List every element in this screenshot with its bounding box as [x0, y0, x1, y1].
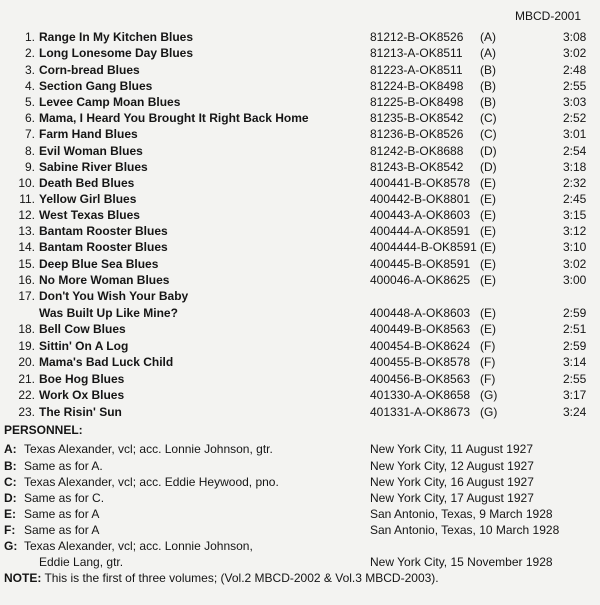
track-row: [0, 371, 600, 387]
track-session: (E): [480, 224, 496, 238]
session-lineup: Same as for C.: [24, 491, 105, 505]
track-title: Bell Cow Blues: [39, 322, 126, 336]
session-letter: B:: [4, 459, 17, 473]
track-time: 2:51: [563, 322, 587, 336]
track-number: 2.: [24, 46, 35, 60]
track-time: 3:18: [563, 160, 587, 174]
track-matrix: 400455-B-OK8578: [370, 355, 471, 369]
track-matrix: 400443-A-OK8603: [370, 208, 471, 222]
track-row: [0, 404, 600, 420]
track-session: (D): [480, 160, 497, 174]
track-number: 19.: [18, 339, 35, 353]
track-title: Levee Camp Moan Blues: [39, 95, 181, 109]
track-session: (G): [480, 388, 498, 402]
track-row-continued: [0, 305, 600, 321]
track-title: Sabine River Blues: [39, 160, 148, 174]
track-matrix: 400449-B-OK8563: [370, 322, 471, 336]
track-time: 3:12: [563, 224, 587, 238]
track-row: [0, 256, 600, 272]
note-text: This is the first of three volumes; (Vol.2 MBCD-2002 & Vol.3 MBCD-2003).: [41, 571, 439, 585]
note-label: NOTE:: [4, 571, 42, 585]
track-time: 3:01: [563, 127, 587, 141]
track-row: [0, 354, 600, 370]
catalog-number: MBCD-2001: [515, 9, 582, 23]
track-title: The Risin' Sun: [39, 405, 122, 419]
personnel-row: [0, 506, 600, 522]
track-number: 9.: [24, 160, 35, 174]
track-time: 3:08: [563, 30, 587, 44]
track-number: 15.: [18, 257, 35, 271]
track-session: (B): [480, 79, 496, 93]
track-time: 2:32: [563, 176, 587, 190]
track-row: [0, 239, 600, 255]
track-matrix: 81224-B-OK8498: [370, 79, 464, 93]
track-time: 2:45: [563, 192, 587, 206]
track-number: 21.: [18, 372, 35, 386]
track-time: 3:15: [563, 208, 587, 222]
track-number: 3.: [24, 63, 35, 77]
track-time: 3:02: [563, 257, 587, 271]
track-time: 2:59: [563, 339, 587, 353]
track-row: [0, 29, 600, 45]
track-matrix: 400454-B-OK8624: [370, 339, 471, 353]
personnel-row: [0, 441, 600, 457]
track-row: [0, 159, 600, 175]
track-matrix: 81242-B-OK8688: [370, 144, 464, 158]
personnel-row: [0, 458, 600, 474]
track-time: 3:02: [563, 46, 587, 60]
session-place-date: San Antonio, Texas, 10 March 1928: [370, 523, 560, 537]
track-row: [0, 338, 600, 354]
session-lineup: Texas Alexander, vcl; acc. Eddie Heywood, pno.: [24, 475, 279, 489]
track-matrix: 400442-B-OK8801: [370, 192, 471, 206]
track-row: [0, 126, 600, 142]
track-session: (E): [480, 208, 496, 222]
track-number: 4.: [24, 79, 35, 93]
personnel-row: [0, 538, 600, 554]
track-number: 6.: [24, 111, 35, 125]
track-matrix: 400445-B-OK8591: [370, 257, 471, 271]
track-row: [0, 207, 600, 223]
track-number: 13.: [18, 224, 35, 238]
track-row: [0, 62, 600, 78]
session-place-date: New York City, 12 August 1927: [370, 459, 534, 473]
session-lineup: Same as for A: [24, 523, 100, 537]
session-letter: C:: [4, 475, 17, 489]
personnel-row: [0, 522, 600, 538]
session-lineup: Texas Alexander, vcl; acc. Lonnie Johnson,: [24, 539, 253, 553]
track-title: Section Gang Blues: [39, 79, 153, 93]
session-lineup: Same as for A.: [24, 459, 103, 473]
track-number: 18.: [18, 322, 35, 336]
track-row: [0, 175, 600, 191]
session-place-date: New York City, 17 August 1927: [370, 491, 534, 505]
track-session: (E): [480, 176, 496, 190]
track-session: (C): [480, 111, 497, 125]
track-number: 8.: [24, 144, 35, 158]
track-title: West Texas Blues: [39, 208, 140, 222]
track-time: 2:55: [563, 372, 587, 386]
track-matrix: 400444-A-OK8591: [370, 224, 471, 238]
personnel-heading: PERSONNEL:: [4, 423, 83, 437]
session-letter: E:: [4, 507, 16, 521]
session-letter: D:: [4, 491, 17, 505]
track-matrix: 81225-B-OK8498: [370, 95, 464, 109]
track-title: Bantam Rooster Blues: [39, 240, 168, 254]
track-matrix: 400441-B-OK8578: [370, 176, 471, 190]
track-time: 3:00: [563, 273, 587, 287]
track-session: (F): [480, 355, 496, 369]
session-lineup: Texas Alexander, vcl; acc. Lonnie Johnson, gtr.: [24, 442, 273, 456]
session-place-date: New York City, 15 November 1928: [370, 555, 553, 569]
track-title: Long Lonesome Day Blues: [39, 46, 194, 60]
track-number: 11.: [19, 192, 35, 206]
personnel-row: [0, 474, 600, 490]
track-number: 10.: [18, 176, 35, 190]
track-row: [0, 78, 600, 94]
track-session: (A): [480, 46, 496, 60]
track-number: 1.: [24, 30, 35, 44]
track-time: 3:17: [563, 388, 587, 402]
track-number: 5.: [24, 95, 35, 109]
track-row: [0, 110, 600, 126]
track-row: [0, 272, 600, 288]
track-row: [0, 321, 600, 337]
footnote: [4, 571, 439, 585]
track-number: 12.: [18, 208, 35, 222]
track-title: Corn-bread Blues: [39, 63, 140, 77]
track-session: (F): [480, 372, 496, 386]
personnel-row: [0, 490, 600, 506]
track-time: 2:48: [563, 63, 587, 77]
track-title: Deep Blue Sea Blues: [39, 257, 159, 271]
track-row: [0, 288, 600, 304]
session-lineup-line2: Eddie Lang, gtr.: [39, 555, 124, 569]
track-session: (F): [480, 339, 496, 353]
track-number: 17.: [18, 289, 35, 303]
track-time: 3:10: [563, 240, 587, 254]
track-time: 2:59: [563, 306, 587, 320]
track-matrix: 81235-B-OK8542: [370, 111, 464, 125]
track-matrix: 81213-A-OK8511: [370, 46, 463, 60]
track-time: 2:52: [563, 111, 587, 125]
track-row: [0, 191, 600, 207]
session-place-date: New York City, 11 August 1927: [370, 442, 533, 456]
track-session: (E): [480, 240, 496, 254]
track-session: (B): [480, 95, 496, 109]
track-title: Death Bed Blues: [39, 176, 135, 190]
track-title: Range In My Kitchen Blues: [39, 30, 194, 44]
track-session: (C): [480, 127, 497, 141]
track-title: Boe Hog Blues: [39, 372, 125, 386]
track-title: Mama's Bad Luck Child: [39, 355, 174, 369]
track-title: No More Woman Blues: [39, 273, 170, 287]
track-row: [0, 45, 600, 61]
track-matrix: 4004444-B-OK8591: [370, 240, 477, 254]
track-session: (E): [480, 322, 496, 336]
track-session: (B): [480, 63, 496, 77]
track-session: (E): [480, 257, 496, 271]
track-title: Mama, I Heard You Brought It Right Back Home: [39, 111, 309, 125]
track-matrix: 400448-A-OK8603: [370, 306, 471, 320]
session-letter: G:: [4, 539, 18, 553]
track-row: [0, 387, 600, 403]
track-number: 16.: [18, 273, 35, 287]
track-session: (A): [480, 30, 496, 44]
track-title-line2: Was Built Up Like Mine?: [39, 306, 178, 320]
track-session: (E): [480, 306, 496, 320]
session-lineup: Same as for A: [24, 507, 100, 521]
session-letter: F:: [4, 523, 16, 537]
track-matrix: 400456-B-OK8563: [370, 372, 471, 386]
track-number: 23.: [18, 405, 35, 419]
session-letter: A:: [4, 442, 17, 456]
track-title: Bantam Rooster Blues: [39, 224, 168, 238]
track-number: 14.: [18, 240, 35, 254]
track-time: 2:55: [563, 79, 587, 93]
track-time: 3:03: [563, 95, 587, 109]
track-title: Work Ox Blues: [39, 388, 125, 402]
track-title: Yellow Girl Blues: [39, 192, 137, 206]
track-time: 3:14: [563, 355, 587, 369]
track-matrix: 81236-B-OK8526: [370, 127, 464, 141]
track-matrix: 400046-A-OK8625: [370, 273, 471, 287]
track-matrix: 401330-A-OK8658: [370, 388, 471, 402]
track-session: (D): [480, 144, 497, 158]
track-title: Evil Woman Blues: [39, 144, 143, 158]
track-row: [0, 223, 600, 239]
session-place-date: New York City, 16 August 1927: [370, 475, 534, 489]
track-matrix: 81212-B-OK8526: [370, 30, 464, 44]
track-session: (G): [480, 405, 498, 419]
track-number: 20.: [18, 355, 35, 369]
track-session: (E): [480, 273, 496, 287]
track-title: Farm Hand Blues: [39, 127, 138, 141]
track-matrix: 401331-A-OK8673: [370, 405, 471, 419]
track-title: Sittin' On A Log: [39, 339, 129, 353]
personnel-row-continued: [0, 554, 600, 570]
track-matrix: 81243-B-OK8542: [370, 160, 464, 174]
track-number: 22.: [18, 388, 35, 402]
session-place-date: San Antonio, Texas, 9 March 1928: [370, 507, 553, 521]
track-time: 2:54: [563, 144, 587, 158]
track-time: 3:24: [563, 405, 587, 419]
track-title: Don't You Wish Your Baby: [39, 289, 189, 303]
track-session: (E): [480, 192, 496, 206]
track-matrix: 81223-A-OK8511: [370, 63, 463, 77]
track-row: [0, 94, 600, 110]
track-number: 7.: [24, 127, 35, 141]
track-row: [0, 143, 600, 159]
